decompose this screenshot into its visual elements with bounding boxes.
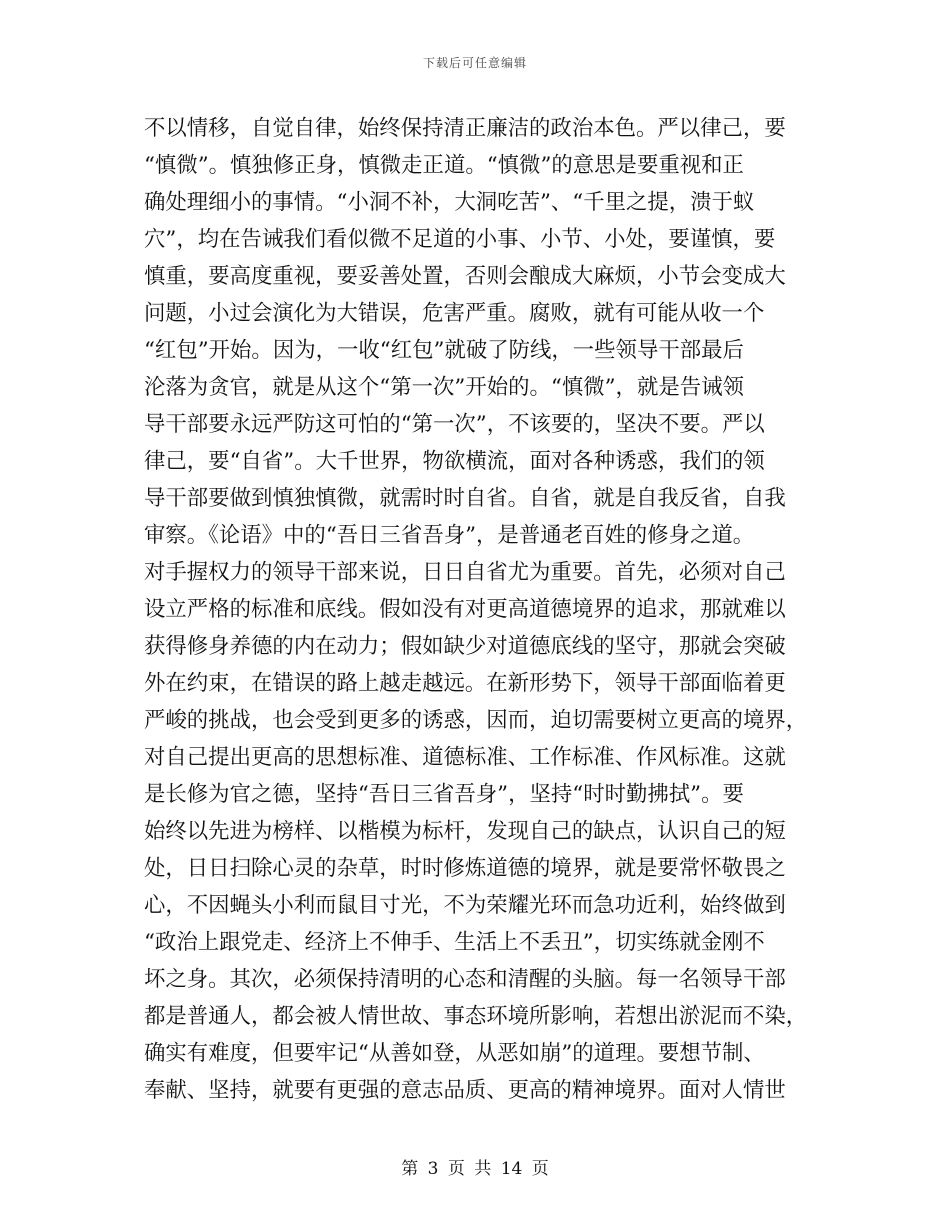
text-line: “慎微”。慎独修正身，慎微走正道。“慎微”的意思是要重视和正 xyxy=(144,153,744,178)
text-line: 是长修为官之德，坚持“吾日三省吾身”，坚持“时时勤拂拭”。要 xyxy=(144,782,744,807)
text-line: 穴”，均在告诫我们看似微不足道的小事、小节、小处，要谨慎，要 xyxy=(144,227,776,252)
text-line: 心，不因蝇头小利而鼠目寸光，不为荣耀光环而急功近利，始终做到 xyxy=(144,893,786,918)
text-line: 审察。《论语》中的“吾日三省吾身”，是普通老百姓的修身之道。 xyxy=(144,523,755,548)
text-line: 导干部要永远严防这可怕的“第一次”，不该要的，坚决不要。严以 xyxy=(144,412,765,437)
text-line: 严峻的挑战，也会受到更多的诱惑，因而，迫切需要树立更高的境界， xyxy=(144,708,808,733)
text-line: 外在约束，在错误的路上越走越远。在新形势下，领导干部面临着更 xyxy=(144,671,786,696)
page-header: 下载后可任意编辑 xyxy=(422,56,527,70)
text-line: 沦落为贪官，就是从这个“第一次”开始的。“慎微”，就是告诫领 xyxy=(144,375,744,400)
text-line: 确实有难度，但要牢记“从善如登，从恶如崩”的道理。要想节制、 xyxy=(144,1041,765,1066)
document-body xyxy=(144,110,814,1109)
text-line: 导干部要做到慎独慎微，就需时时自省。自省，就是自我反省，自我 xyxy=(144,486,786,511)
text-line: 都是普通人，都会被人情世故、事态环境所影响，若想出淤泥而不染， xyxy=(144,1004,808,1029)
text-line: 问题，小过会演化为大错误，危害严重。腐败，就有可能从收一个 xyxy=(144,301,765,326)
text-line: 不以情移，自觉自律，始终保持清正廉洁的政治本色。严以律己，要 xyxy=(144,116,786,141)
text-line: 坏之身。其次，必须保持清明的心态和清醒的头脑。每一名领导干部 xyxy=(144,967,786,992)
text-line: 奉献、坚持，就要有更强的意志品质、更高的精神境界。面对人情世 xyxy=(144,1078,786,1103)
text-line: “红包”开始。因为，一收“红包”就破了防线，一些领导干部最后 xyxy=(144,338,744,363)
text-line: 设立严格的标准和底线。假如没有对更高道德境界的追求，那就难以 xyxy=(144,597,786,622)
text-line: 获得修身养德的内在动力；假如缺少对道德底线的坚守，那就会突破 xyxy=(144,634,786,659)
text-line: 对手握权力的领导干部来说，日日自省尤为重要。首先，必须对自己 xyxy=(144,560,786,585)
text-line: 确处理细小的事情。“小洞不补，大洞吃苦”、“千里之提，溃于蚁 xyxy=(144,190,755,215)
text-line: 律己，要“自省”。大千世界，物欲横流，面对各种诱惑，我们的领 xyxy=(144,449,765,474)
text-line: 处，日日扫除心灵的杂草，时时修炼道德的境界，就是要常怀敬畏之 xyxy=(144,856,786,881)
text-line: “政治上跟党走、经济上不伸手、生活上不丢丑”，切实练就金刚不 xyxy=(144,930,765,955)
text-line: 对自己提出更高的思想标准、道德标准、工作标准、作风标准。这就 xyxy=(144,745,786,770)
page-footer: 第 3 页 共 14 页 xyxy=(401,1159,549,1179)
text-line: 始终以先进为榜样、以楷模为标杆，发现自己的缺点，认识自己的短 xyxy=(144,819,786,844)
text-line: 慎重，要高度重视，要妥善处置，否则会酿成大麻烦，小节会变成大 xyxy=(144,264,786,289)
